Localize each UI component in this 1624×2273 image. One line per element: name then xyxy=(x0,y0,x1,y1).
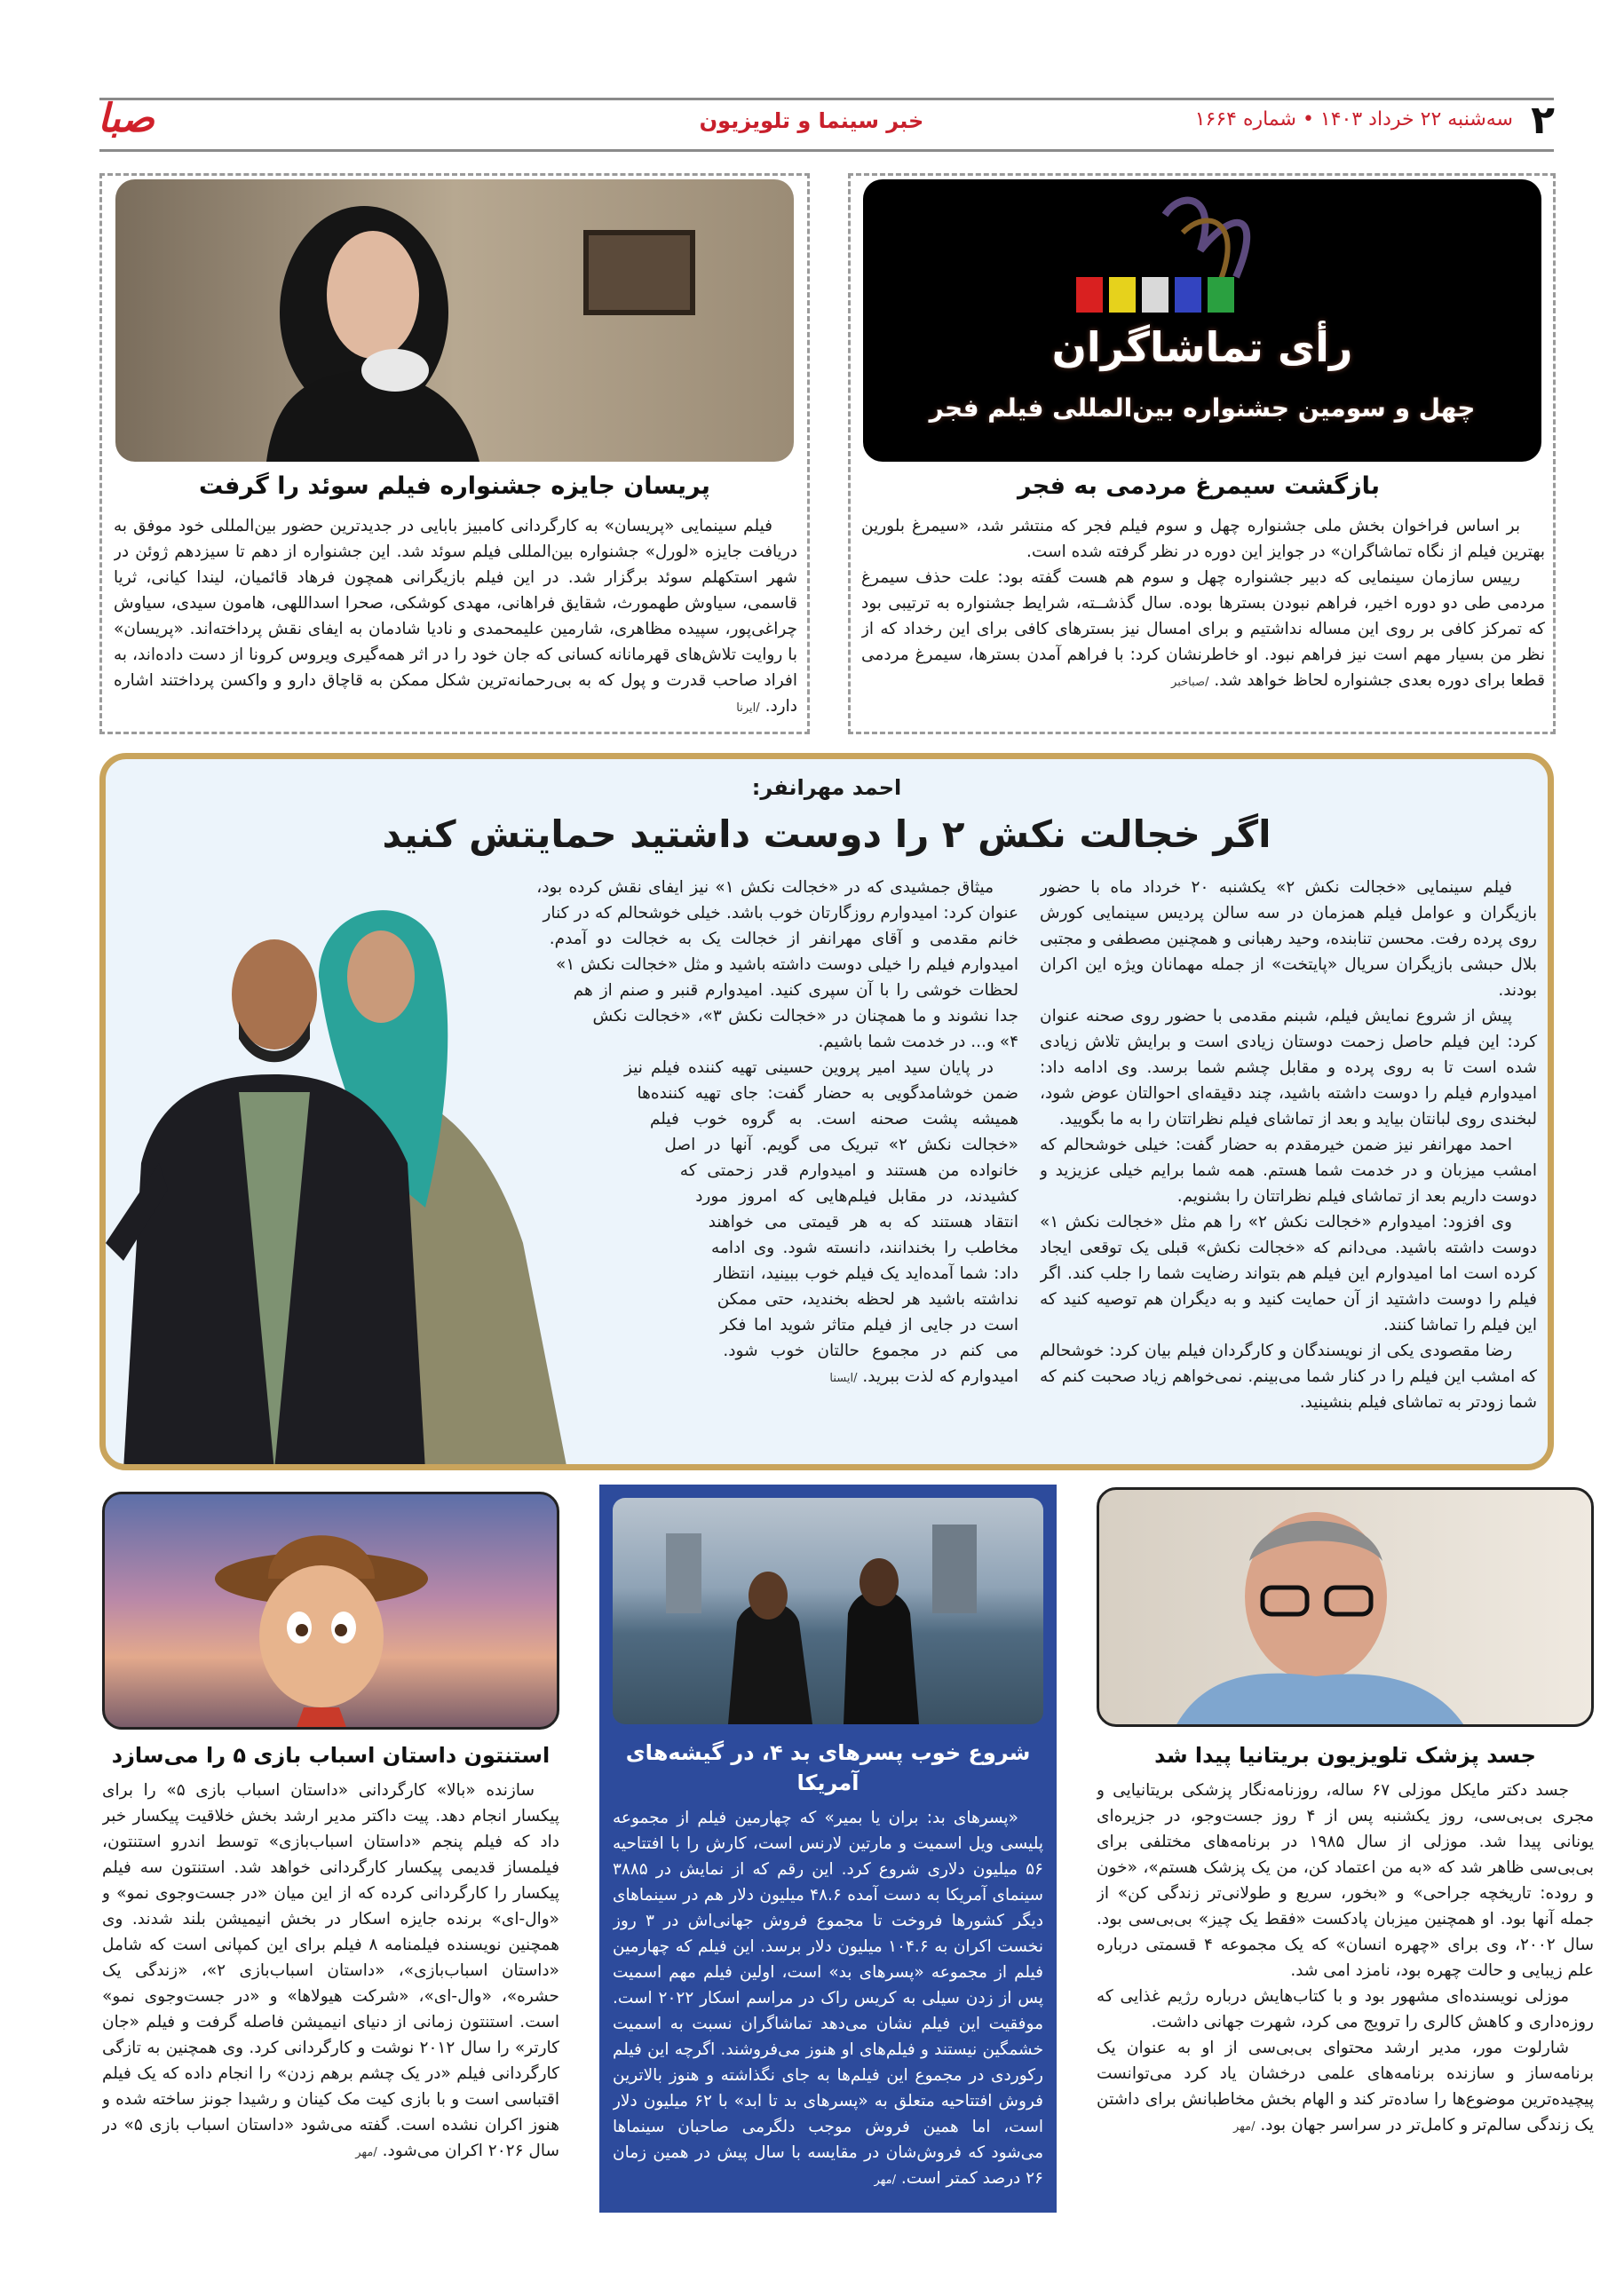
paragraph: پیش از شروع نمایش فیلم، شبنم مقدمی با حضور روی صحنه عنوان کرد: این فیلم حاصل زحمت دوستان زیادی است و برایش تلاش زیادی شده است تا به روی پرده و مقابل چشم شما برسد. وی ادامه داد: امیدوارم فیلم را دوست داشته باشید، چند دقیقه‌ای احوالتان عوض شود، لبخندی روی لبانتان بیاید و بعد از تماشای فیلم نظراتتان را به ما بگویید. xyxy=(1040,1007,1537,1129)
paragraph: فیلم سینمایی «خجالت نکش ۲» یکشنبه ۲۰ خرداد ماه با حضور بازیگران و عوامل فیلم همزمان در سه سالن پردیس سینمایی کورش روی پرده رفت. محسن تنابنده، وحید رهبانی و همچنین مصطفی و مجتبی بلال حبشی بازیگران سریال «پایتخت» از جمله مهمانان ویژه این اکران بودند. xyxy=(1040,878,1537,1000)
article-toy-story xyxy=(102,1740,559,2202)
paragraph-text: رییس سازمان سینمایی که دبیر جشنواره چهل و سوم هم هست گفته بود: علت حذف سیمرغ مردمی طی دو دوره اخیر، فراهم نبودن بسترها بوده. سال گذشــته، شرایط جشنواره به ترتیبی بود که تمرکز کافی بر روی این مساله نداشتیم و برای امسال نیز بسترهای کافی برای این رخداد که از نظر من بسیار مهم است نیز فراهم نبود. او خاطرنشان کرد: با فراهم آمدن بسترها، سیمرغ مردمی قطعا برای دوره بعدی جشنواره لحاظ خواهد شد. xyxy=(861,568,1545,690)
headline-fajr: بازگشت سیمرغ مردمی به فجر xyxy=(1018,472,1380,500)
source-credit: /ایرنا xyxy=(736,701,760,715)
paragraph: احمد مهرانفر نیز ضمن خیرمقدم به حضار گفت: خیلی خوشحالم که امشب میزبان و در خدمت شما هستم. همه شما برایم خیلی عزیزید و دوست داریم بعد از تماشای فیلم نظراتتان را بشنویم. xyxy=(1040,1136,1537,1206)
issue-date: سه‌شنبه ۲۲ خرداد ۱۴۰۳ • شماره ۱۶۶۴ xyxy=(1194,108,1513,131)
source-credit: /مهر xyxy=(1232,2120,1256,2134)
headline-parisan: پریسان جایزه جشنواره فیلم سوئد را گرفت xyxy=(199,472,710,500)
source-credit: /مهر xyxy=(874,2174,897,2187)
michael-mosley-photo xyxy=(1097,1487,1594,1727)
actors-figures-icon xyxy=(613,1498,1043,1724)
article-body-toy-story xyxy=(102,1778,559,2202)
newspaper-logo: صبا xyxy=(98,96,155,141)
article-body-mosley xyxy=(1097,1778,1594,2202)
feature-headline: اگر خجالت نکش ۲ را دوست داشتید حمایتش کنید xyxy=(382,812,1271,856)
parisan-film-photo xyxy=(115,179,794,462)
article-box-bad-boys xyxy=(599,1485,1057,2213)
article-mosley xyxy=(1097,1740,1594,2202)
section-title: خبر سینما و تلویزیون xyxy=(699,108,924,133)
paragraph xyxy=(613,1805,1043,2193)
bad-boys-photo xyxy=(613,1498,1043,1724)
paragraph: بر اساس فراخوان بخش ملی جشنواره چهل و سوم فیلم فجر که منتشر شد، «سیمرغ بلورین بهترین فیلم از نگاه تماشاگران» در جوایز این دوره در نظر گرفته شده است. xyxy=(861,517,1545,561)
article-body-fajr xyxy=(861,513,1545,726)
poster-subtitle: چهل و سومین جشنواره بین‌المللی فیلم فجر xyxy=(929,393,1476,423)
paragraph: جسد دکتر مایکل موزلی ۶۷ ساله، روزنامه‌نگار پزشکی بریتانیایی و مجری بی‌بی‌سی، روز یکشنبه پس از ۴ روز جست‌وجو، در جزیره‌ای یونانی پیدا شد. موزلی از سال ۱۹۸۵ در برنامه‌های مختلفی برای بی‌بی‌سی ظاهر شد که «به من اعتماد کن، من یک پزشک هستم»، «خون و روده: تاریخچه جراحی» و «بخور، سریع و طولانی‌تر زندگی کن» از جمله آنها بود. او همچنین میزبان پادکست «فقط یک چیز» بی‌بی‌سی بود. سال ۲۰۰۲، وی برای «چهره انسان» که یک مجموعه ۴ قسمتی درباره علم زیبایی و حالت چهره بود، نامزد امی شد. xyxy=(1097,1781,1594,1980)
source-credit: /ایسنا xyxy=(829,1372,858,1385)
article-body-bad-boys xyxy=(613,1805,1043,2204)
presenter-figure-icon xyxy=(1097,1490,1591,1727)
header-top-rule xyxy=(99,98,1554,100)
headline-bad-boys: شروع خوب پسرهای بد ۴، در گیشه‌های آمریکا xyxy=(625,1740,1031,1795)
header-bottom-rule xyxy=(99,149,1554,152)
source-credit: /صباخبر xyxy=(1171,676,1209,689)
paragraph: موزلی نویسنده‌ای مشهور بود و با کتاب‌هایش درباره رژیم غذایی که روزه‌داری و کاهش کالری را ترویج می کرد، شهرت جهانی داشت. xyxy=(1097,1987,1594,2031)
headline-mosley: جسد پزشک تلویزیون بریتانیا پیدا شد xyxy=(1154,1743,1536,1768)
article-bad-boys xyxy=(613,1738,1043,2204)
article-body-parisan xyxy=(114,513,797,726)
toy-story-photo xyxy=(102,1492,559,1730)
feature-kicker: احمد مهرانفر: xyxy=(751,775,902,800)
source-credit: /مهر xyxy=(355,2146,377,2159)
woody-figure-icon xyxy=(102,1494,557,1730)
paragraph-text: فیلم سینمایی «پریسان» به کارگردانی کامبیز بابایی در جدیدترین حضور بین‌المللی خود موفق به دریافت جایزه «لورل» جشنواره بین‌المللی فیلم سوئد شد. این جشنواره از دهم تا سیزدهم ژوئن در شهر استکهلم سوئد برگزار شد. در این فیلم بازیگرانی همچون فرهاد قائمیان، لیندا کیانی، ثریا قاسمی، سیاوش طهمورث، شقایق فراهانی، مهدی کوشکی، صحرا اسداللهی، هامون سیدی، سیاوش چراغی‌پور، سپیده مظاهری، شارمین علیمحمدی و نادیا شادمان به ایفای نقش پرداخته‌اند. «پریسان» با روایت تلاش‌های قهرمانانه کسانی که جان خود را در اثر همه‌گیری ویروس کرونا از دست داده‌اند، به افراد صاحب قدرت و پول که به بی‌رحمانه‌ترین شکل ممکن به قاچاق دارو و واکسن پرداختند اشاره دارد. xyxy=(114,517,797,716)
paragraph xyxy=(114,513,797,721)
paragraph xyxy=(102,1778,559,2166)
paragraph-text: در پایان سید امیر پروین حسینی تهیه کننده فیلم نیز ضمن خوشامدگویی به حضار گفت: جای تهیه کننده‌ها همیشه پشت صحنه است. به گروه خوب فیلم «خجالت نکش ۲» تبریک می گویم. آنها در اصل خانواده من هستند و امیدوارم قدر زحمتی که کشیدند، در مقابل فیلم‌هایی که امروز مورد انتقاد هستند که به هر قیمتی می خواهند مخاطب را بخندانند، دانسته شود. وی ادامه داد: شما آمده‌اید یک فیلم خوب ببینید، انتظار نداشته باشید هر لحظه بخندید، حتی ممکن است در جایی از فیلم متاثر شوید اما فکر می کنم در مجموع حالتان خوب شود. امیدوارم که لذت ببرید. xyxy=(624,1058,1018,1386)
fajr-poster-image xyxy=(863,179,1541,462)
paragraph xyxy=(861,565,1545,695)
paragraph: وی افزود: امیدوارم «خجالت نکش ۲» را هم مثل «خجالت نکش ۱» دوست داشته باشید. می‌دانم که «خجالت نکش» قبلی یک توقعی ایجاد کرده است اما امیدوارم این فیلم هم بتواند رضایت شما را جلب کند. اگر فیلم را دوست داشتید از آن حمایت کنید و به دیگران هم توصیه کنید که این فیلم را تماشا کنند. xyxy=(1040,1213,1537,1334)
feature-right-column xyxy=(1040,875,1537,1461)
paragraph-text: شارلوت مور، مدیر ارشد محتوای بی‌بی‌سی از او به عنوان یک برنامه‌ساز و سازنده برنامه‌های علمی درخشان یاد کرد می‌توانست پیچیده‌ترین موضوع‌ها را ساده‌تر کند و الهام بخش مخاطبانش برای داشتن یک زندگی سالم‌تر و کامل‌تر در سراسر جهان بود. xyxy=(1097,2039,1594,2134)
page-number: ۲ xyxy=(1531,98,1555,143)
paragraph-text: سازنده «بالا» کارگردانی «داستان اسباب بازی ۵» را برای پیکسار انجام دهد. پیت داکتر مدیر ارشد بخش خلاقیت پیکسار خبر داد که فیلم پنجم «داستان اسباب‌بازی» توسط اندرو استنتون، فیلمساز قدیمی پیکسار کارگردانی خواهد شد. استنتون سه فیلم پیکسار را کارگردانی کرده که از این میان «در جست‌وجوی نمو» و «وال-ای» برنده جایزه اسکار در بخش انیمیشن بلند شدند. وی همچنین نویسنده فیلمنامه ۸ فیلم برای این کمپانی است که شامل «داستان اسباب‌بازی»، «داستان اسباب‌بازی ۲»، «زندگی یک حشره»، «وال-ای»، «شرکت هیولاها» و «در جست‌وجوی نمو» است. استنتون زمانی از دنیای انیمیشن فاصله گرفت و فیلم «جان کارتر» را سال ۲۰۱۲ نوشت و کارگردانی کرد. وی همچنین به تازگی کارگردانی فیلم «در یک چشم برهم زدن» را انجام داده که یک فیلم اقتباسی است و با بازی کیت مک کینان و رشیدا جونز ساخته شده و هنوز اکران نشده است. گفته می‌شود «داستان اسباب بازی ۵» در سال ۲۰۲۶ اکران می‌شود. xyxy=(102,1781,559,2160)
paragraph xyxy=(1097,2035,1594,2140)
paragraph-text: «پسرهای بد: بران یا بمیر» که چهارمین فیلم از مجموعه پلیسی ویل اسمیت و مارتین لارنس است، کارش را با افتتاحیه ۵۶ میلیون دلاری شروع کرد. این رقم که از نمایش در ۳۸۸۵ سینمای آمریکا به دست آمده ۴۸.۶ میلیون دلار هم در سینماهای دیگر کشورها فروخت تا مجموع فروش جهانی‌اش در ۳ روز نخست اکران به ۱۰۴.۶ میلیون دلار برسد. این فیلم که چهارمین فیلم از مجموعه «پسرهای بد» است، اولین فیلم مهم اسمیت پس از زدن سیلی به کریس راک در مراسم اسکار ۲۰۲۲ است. موفقیت این فیلم نشان می‌دهد تماشاگران نسبت به اسمیت خشمگین نیستند و فیلم‌های او هنوز می‌فروشند. اگرچه این فیلم رکوردی در مجموع این فیلم‌ها به جای نگذاشته و هنوز بالاترین فروش افتتاحیه متعلق به «پسرهای بد تا ابد» با ۶۲ میلیون دلار است، اما همین فروش موجب دلگرمی صاحبان سینماها می‌شود که فروش‌شان در مقایسه با سال پیش در همین زمان ۲۶ درصد کمتر است. xyxy=(613,1809,1043,2188)
poster-title: رأی تماشاگران xyxy=(1051,323,1353,371)
paragraph: رضا مقصودی یکی از نویسندگان و کارگردان فیلم بیان کرد: خوشحالم که امشب این فیلم را در کنار شما می‌بینم. نمی‌خواهم زیاد صحبت کنم که شما زودتر به تماشای فیلم بنشینید. xyxy=(1040,1342,1537,1412)
feature-article-box xyxy=(99,753,1554,1470)
paragraph: میثاق جمشیدی که در «خجالت نکش ۱» نیز ایفای نقش کرده بود، عنوان کرد: امیدوارم روزگارتان خوب باشد. خیلی خوشحالم که در کنار خانم مقدمی و آقای مهرانفر از خجالت یک به خجالت دو آمدم. امیدوارم فیلم را خیلی دوست داشته باشید و مثل «خجالت نکش ۱» لحظات خوشی را با آن سپری کنید. امیدوارم قنبر و صنم از هم جدا نشوند و ما همچنان در «خجالت نکش ۳»، «خجالت نکش ۴» و... در خدمت شما باشیم. xyxy=(536,878,1018,1051)
headline-toy-story: استنتون داستان اسباب بازی ۵ را می‌سازد xyxy=(111,1743,551,1768)
feature-middle-column xyxy=(503,875,1018,1461)
actress-figure-icon xyxy=(115,179,794,462)
